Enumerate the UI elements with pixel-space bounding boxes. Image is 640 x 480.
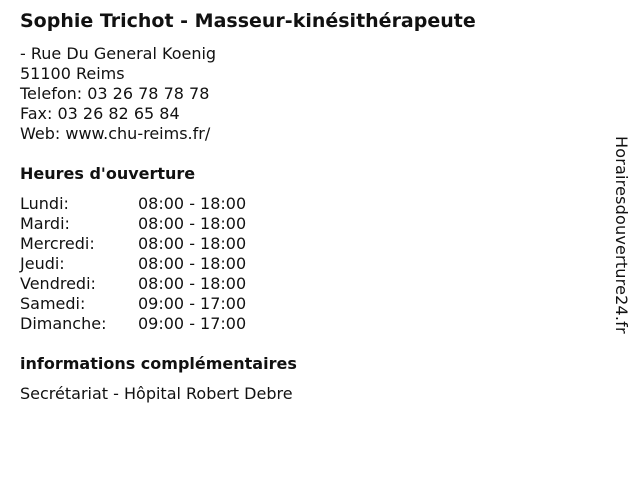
- city-postcode: 51100 Reims: [20, 64, 125, 83]
- time-range: 08:00 - 18:00: [138, 194, 247, 213]
- hours-row: [20, 314, 268, 334]
- contact-block: [20, 44, 216, 144]
- info-heading: informations complémentaires: [20, 354, 297, 373]
- time-range: 09:00 - 17:00: [138, 314, 247, 333]
- page-title: Sophie Trichot - Masseur-kinésithérapeute: [20, 10, 476, 32]
- watermark-text: Horairesdouverture24.fr: [612, 136, 631, 334]
- day-label: Vendredi:: [20, 274, 96, 293]
- day-label: Dimanche:: [20, 314, 107, 333]
- hours-row: [20, 194, 268, 214]
- website-link[interactable]: Web: www.chu-reims.fr/: [20, 124, 211, 143]
- day-label: Mardi:: [20, 214, 70, 233]
- phone-number: Telefon: 03 26 78 78 78: [20, 84, 210, 103]
- hours-row: [20, 254, 268, 274]
- info-text: Secrétariat - Hôpital Robert Debre: [20, 384, 293, 403]
- time-range: 09:00 - 17:00: [138, 294, 247, 313]
- hours-heading: Heures d'ouverture: [20, 164, 196, 183]
- hours-row: [20, 274, 268, 294]
- time-range: 08:00 - 18:00: [138, 274, 247, 293]
- hours-table: [20, 194, 268, 334]
- day-label: Samedi:: [20, 294, 86, 313]
- fax-number: Fax: 03 26 82 65 84: [20, 104, 180, 123]
- day-label: Jeudi:: [20, 254, 65, 273]
- time-range: 08:00 - 18:00: [138, 234, 247, 253]
- hours-row: [20, 214, 268, 234]
- hours-row: [20, 294, 268, 314]
- time-range: 08:00 - 18:00: [138, 254, 247, 273]
- time-range: 08:00 - 18:00: [138, 214, 247, 233]
- street-address: - Rue Du General Koenig: [20, 44, 217, 63]
- hours-row: [20, 234, 268, 254]
- day-label: Mercredi:: [20, 234, 95, 253]
- day-label: Lundi:: [20, 194, 69, 213]
